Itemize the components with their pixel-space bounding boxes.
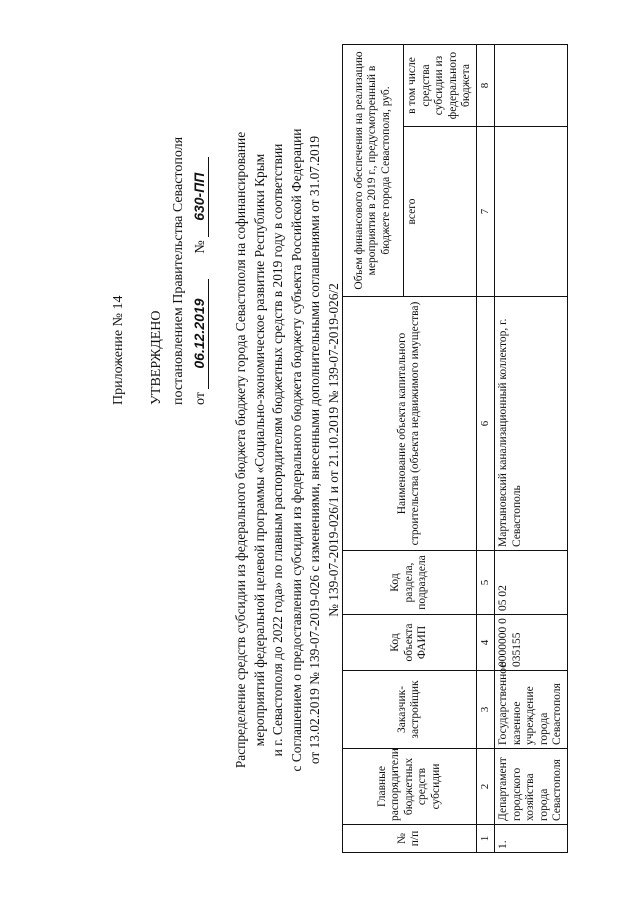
cell-federal xyxy=(495,45,568,127)
header-main-managers: Главные распорядители бюджетных средств субсидии xyxy=(343,749,477,825)
header-total: всего xyxy=(404,127,477,297)
cell-object-name: Мартыновский канализационный коллектор, г. Севастополь xyxy=(495,297,568,551)
header-row-1 xyxy=(343,45,404,853)
column-number: 1 xyxy=(476,825,495,853)
table-row xyxy=(495,45,568,853)
column-number: 4 xyxy=(476,615,495,671)
header-object-name: Наименование объекта капитального строительства (объекта недвижимого имущества) xyxy=(343,297,477,551)
cell-customer: Государственное казенное учреждение города Севастополя xyxy=(495,671,568,749)
column-number: 6 xyxy=(476,297,495,551)
header-funding: Объем финансового обеспечения на реализацию мероприятия в 2019 г., предусмотренный в бюджете города Севастополя, руб. xyxy=(343,45,404,297)
header-no: № п/п xyxy=(343,825,477,853)
approval-date-line xyxy=(190,45,212,405)
heading-line: и г. Севастополя до 2022 года» по главным распорядителям бюджетных средств в 2019 году в соответствии xyxy=(270,143,285,757)
date-prefix: от xyxy=(193,392,208,405)
approval-date: 06.12.2019 xyxy=(190,279,209,389)
number-prefix: № xyxy=(193,240,208,254)
header-section-code: Код раздела, подраздела xyxy=(343,551,477,615)
column-number: 7 xyxy=(476,127,495,297)
cell-total xyxy=(495,127,568,297)
header-faip-code: Код объекта ФАИП xyxy=(343,615,477,671)
column-number: 8 xyxy=(476,45,495,127)
distribution-table xyxy=(342,44,568,853)
cell-faip-code: 0000000 0035155 xyxy=(495,615,568,671)
cell-main-manager: Департамент городского хозяйства города Севастополя xyxy=(495,749,568,825)
column-number: 5 xyxy=(476,551,495,615)
approved-label: УТВЕРЖДЕНО xyxy=(149,310,164,405)
column-number-row xyxy=(476,45,495,853)
approval-number: 630-ПП xyxy=(190,157,209,237)
heading-line: Распределение средств субсидии из федерального бюджета бюджету города Севастополя на софинансирование xyxy=(233,131,248,769)
attachment-label: Приложение № 14 xyxy=(111,295,126,405)
approved-by: постановлением Правительства Севастополя xyxy=(171,136,186,405)
approval-block xyxy=(108,45,212,405)
header-customer: Заказчик-застройщик xyxy=(343,671,477,749)
heading-line: от 13.02.2019 № 139-07-2019-026 с изменениями, внесенными дополнительными соглашениями от 31.07.2019 xyxy=(307,135,322,765)
column-number: 3 xyxy=(476,671,495,749)
document-heading xyxy=(232,45,343,855)
cell-no: 1. xyxy=(495,825,568,853)
heading-line: мероприятий федеральной целевой программы «Социально-экономическое развитие Республики Крым xyxy=(251,153,267,747)
cell-section-code: 05 02 xyxy=(495,551,568,615)
header-federal: в том числе средства субсидии из федерального бюджета xyxy=(404,45,477,127)
heading-line: № 139-07-2019-026/1 и от 21.10.2019 № 139-07-2019-026/2 xyxy=(325,283,341,617)
column-number: 2 xyxy=(476,749,495,825)
heading-line: с Соглашением о предоставлении субсидии из федерального бюджета бюджету субъекта Российской Федерации xyxy=(288,128,304,772)
